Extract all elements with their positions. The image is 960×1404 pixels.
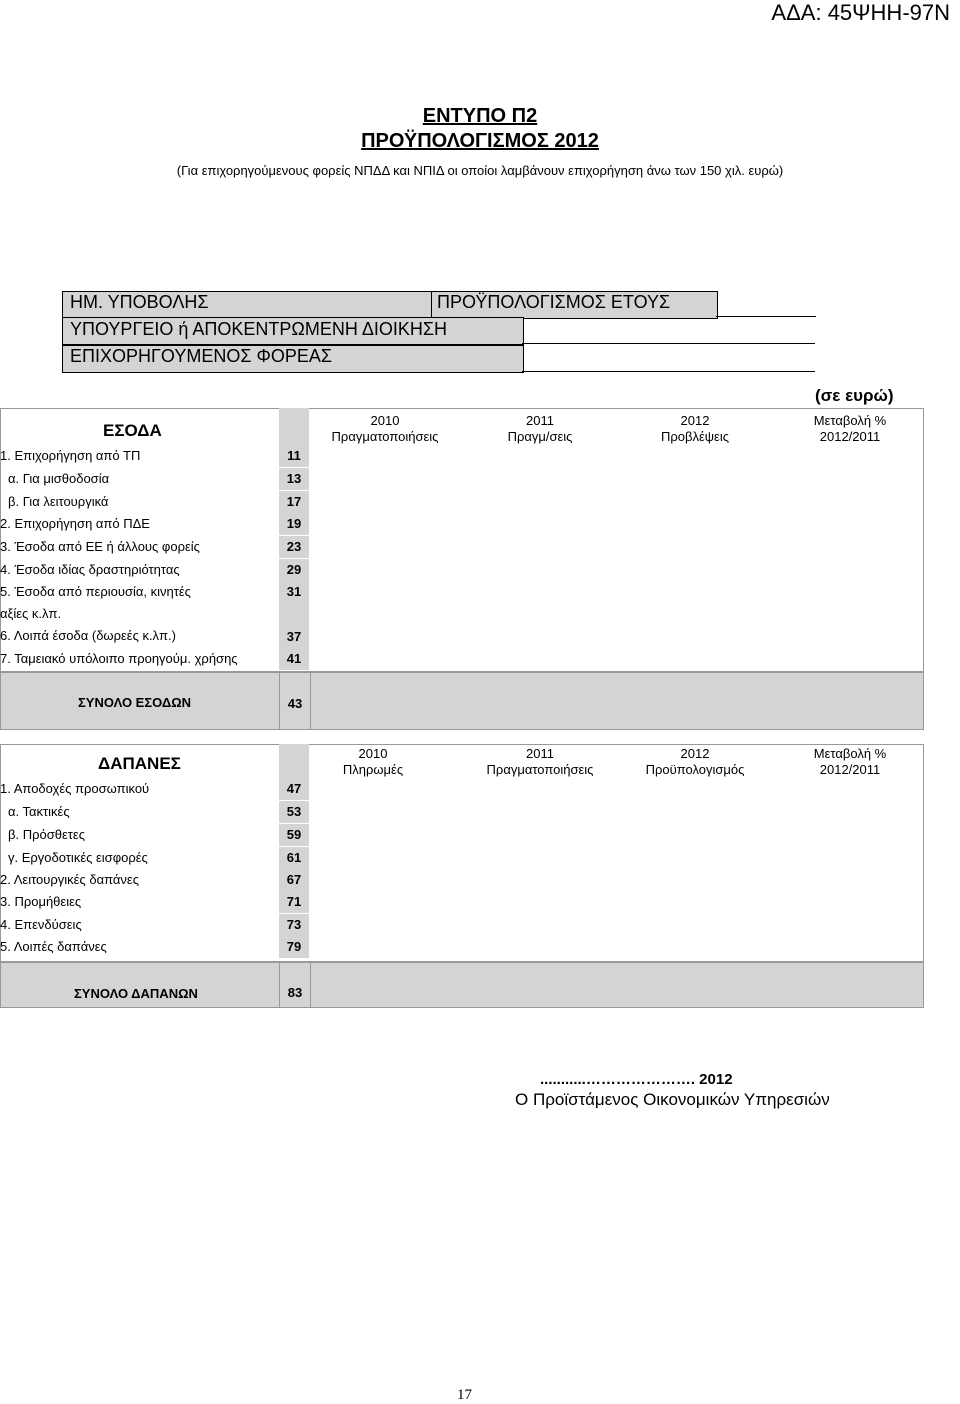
revenue-row-label: 3. Έσοδα από ΕΕ ή άλλους φορείς: [0, 539, 200, 554]
expenses-row-code: 47: [279, 778, 309, 800]
revenue-col-change: Μεταβολή % 2012/2011: [813, 413, 887, 444]
expenses-col-2011: 2011 Πραγματοποιήσεις: [486, 746, 594, 777]
expenses-row-code: 73: [279, 914, 309, 936]
expenses-row-label: 1. Αποδοχές προσωπικού: [0, 781, 150, 796]
expenses-row-label: 2. Λειτουργικές δαπάνες: [0, 872, 139, 887]
expenses-total-label: ΣΥΝΟΛΟ ΔΑΠΑΝΩΝ: [74, 986, 198, 1001]
revenue-row-code: 17: [279, 491, 309, 513]
expenses-heading: ΔΑΠΑΝΕΣ: [98, 754, 181, 773]
revenue-col-2012: 2012 Προβλέψεις: [660, 413, 729, 444]
revenue-row-label: 1. Επιχορήγηση από ΤΠ: [0, 448, 141, 463]
expenses-row-label: α. Τακτικές: [8, 804, 70, 819]
expenses-row-code: 59: [279, 824, 309, 846]
page-number: 17: [457, 1387, 472, 1403]
currency-note: (σε ευρώ): [815, 386, 894, 405]
expenses-col-2010: 2010 Πληρωμές: [342, 746, 404, 777]
expenses-total-code: 83: [279, 962, 311, 1008]
ada-code: ΑΔΑ: 45ΨΗΗ-97Ν: [771, 0, 950, 25]
revenue-row-code: 23: [279, 536, 309, 558]
revenue-row-label: 5. Έσοδα από περιουσία, κινητές: [0, 584, 191, 599]
revenue-total-label: ΣΥΝΟΛΟ ΕΣΟΔΩΝ: [78, 695, 192, 710]
revenue-row-code: 19: [279, 513, 309, 535]
form-subtitle: (Για επιχορηγούμενους φορείς ΝΠΔΔ και ΝΠΙΔ οι οποίοι λαμβάνουν επιχορήγηση άνω των 150 χιλ. ευρώ): [176, 163, 784, 178]
budget-title: ΠΡΟΫΠΟΛΟΓΙΣΜΟΣ 2012: [361, 130, 599, 152]
revenue-row-label: 2. Επιχορήγηση από ΠΔΕ: [0, 516, 150, 531]
ministry-label: ΥΠΟΥΡΓΕΙΟ ή ΑΠΟΚΕΝΤΡΩΜΕΝΗ ΔΙΟΙΚΗΣΗ: [70, 319, 448, 339]
revenue-row-code: 37: [279, 626, 309, 648]
expenses-row-code: 71: [279, 891, 309, 913]
entity-label: ΕΠΙΧΟΡΗΓΟΥΜΕΝΟΣ ΦΟΡΕΑΣ: [70, 346, 332, 366]
revenue-col-2011: 2011 Πραγμ/σεις: [507, 413, 573, 444]
revenue-row-label: 6. Λοιπά έσοδα (δωρεές κ.λπ.): [0, 628, 176, 643]
budget-year-label: ΠΡΟΫΠΟΛΟΓΙΣΜΟΣ ΕΤΟΥΣ: [437, 292, 671, 312]
entity-field[interactable]: [522, 345, 815, 372]
revenue-row-code: 41: [279, 648, 309, 670]
revenue-col-2010: 2010 Πραγματοποιήσεις: [331, 413, 439, 444]
submission-date-label: ΗΜ. ΥΠΟΒΟΛΗΣ: [70, 292, 209, 312]
expenses-row-label: 4. Επενδύσεις: [0, 917, 82, 932]
expenses-row-code: 53: [279, 801, 309, 823]
revenue-row-code: 29: [279, 559, 309, 581]
expenses-row-code: 79: [279, 936, 309, 958]
revenue-total-code: 43: [279, 672, 311, 730]
form-title: ΕΝΤΥΠΟ Π2: [422, 105, 538, 127]
signature-title: Ο Προϊστάμενος Οικονομικών Υπηρεσιών: [515, 1090, 830, 1109]
expenses-col-2012: 2012 Προϋπολογισμός: [645, 746, 745, 777]
revenue-row-label: αξίες κ.λπ.: [0, 606, 62, 621]
revenue-row-code: 31: [279, 581, 309, 626]
expenses-row-label: β. Πρόσθετες: [8, 827, 85, 842]
revenue-row-label: 4. Έσοδα ιδίας δραστηριότητας: [0, 562, 180, 577]
expenses-row-code: 67: [279, 869, 309, 891]
expenses-row-label: 3. Προμήθειες: [0, 894, 82, 909]
revenue-row-code: 13: [279, 468, 309, 490]
revenue-row-label: β. Για λειτουργικά: [8, 494, 109, 509]
revenue-row-label: α. Για μισθοδοσία: [8, 471, 110, 486]
revenue-row-label: 7. Ταμειακό υπόλοιπο προηγούμ. χρήσης: [0, 651, 238, 666]
ministry-field[interactable]: [522, 317, 815, 344]
expenses-row-label: 5. Λοιπές δαπάνες: [0, 939, 107, 954]
expenses-col-change: Μεταβολή % 2012/2011: [813, 746, 887, 777]
revenue-heading: ΕΣΟΔΑ: [103, 421, 162, 440]
expenses-row-label: γ. Εργοδοτικές εισφορές: [8, 850, 148, 865]
expenses-row-code: 61: [279, 847, 309, 869]
revenue-row-code: 11: [279, 445, 309, 467]
signature-date: ...........…………………. 2012: [540, 1071, 733, 1088]
